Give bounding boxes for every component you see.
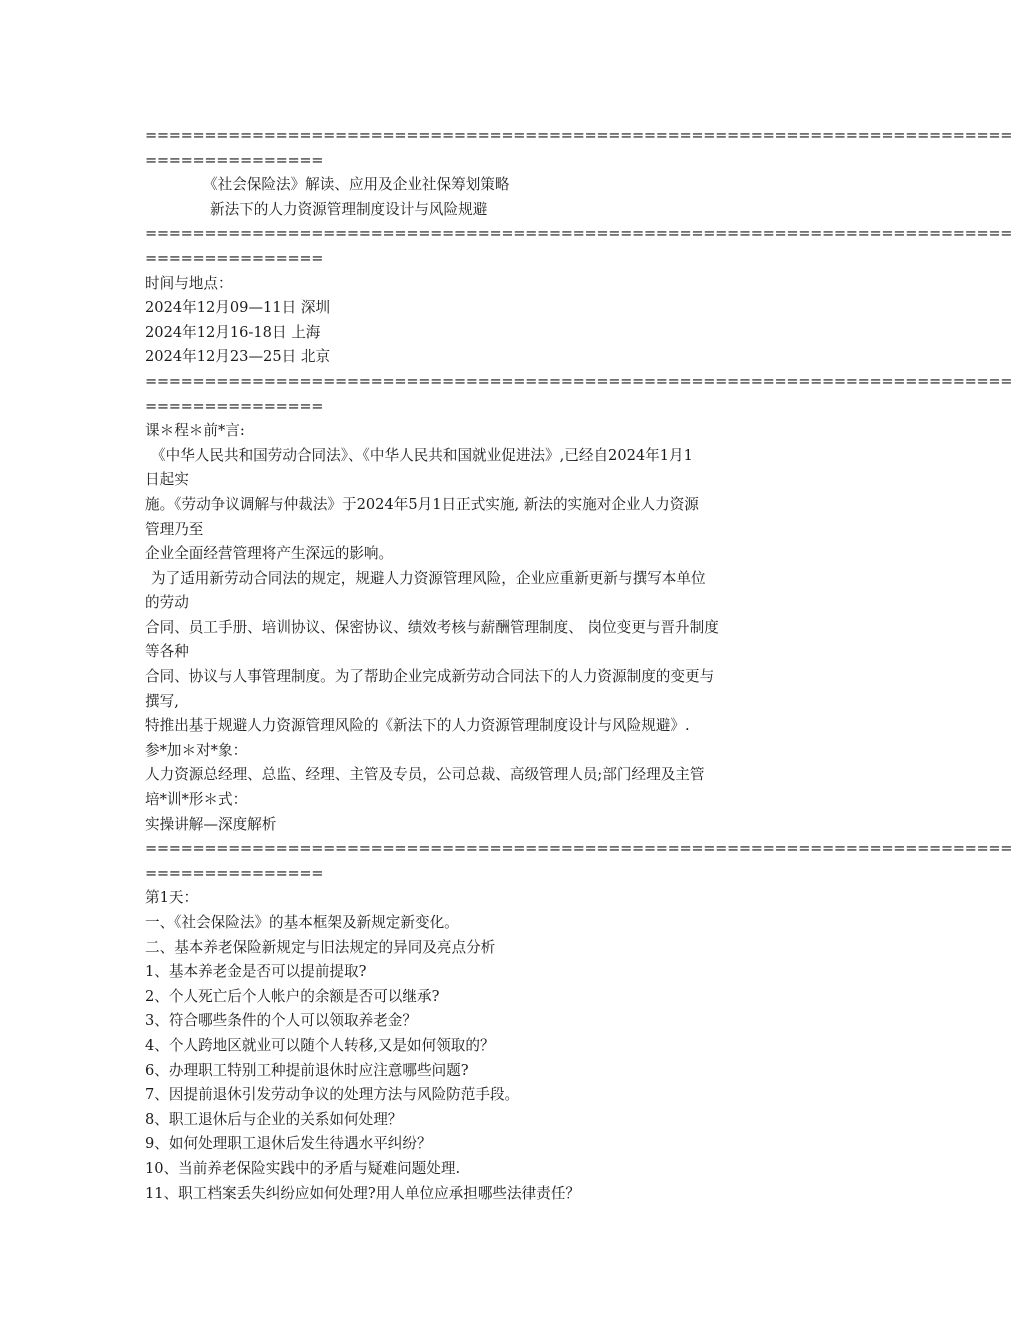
preface-line: 合同、员工手册、培训协议、保密协议、绩效考核与薪酬管理制度、 岗位变更与晋升制度 xyxy=(145,618,719,636)
separator-line: =============== xyxy=(145,249,324,267)
session-shenzhen: 2024年12月09—11日 深圳 xyxy=(145,299,331,317)
agenda-item: 2、个人死亡后个人帐户的余额是否可以继承? xyxy=(145,987,440,1005)
agenda-item: 3、符合哪些条件的个人可以领取养老金？ xyxy=(145,1012,417,1030)
preface-line: 等各种 xyxy=(145,643,189,661)
preface-heading: 课＊程＊前*言: xyxy=(145,422,245,440)
time-place-heading: 时间与地点： xyxy=(145,274,233,292)
document-page xyxy=(145,124,1012,1206)
preface-line: 《中华人民共和国劳动合同法》、《中华人民共和国就业促进法》,已经自2024年1月1 xyxy=(151,446,693,464)
agenda-item: 7、因提前退休引发劳动争议的处理方法与风险防范手段。 xyxy=(145,1086,520,1104)
agenda-item: 9、如何处理职工退休后发生待遇水平纠纷？ xyxy=(145,1135,432,1153)
separator-line: ========================================================================= xyxy=(145,225,1012,243)
format-heading: 培*训*形＊式： xyxy=(145,791,248,809)
preface-line: 日起实 xyxy=(145,471,189,489)
preface-line: 施。《劳动争议调解与仲裁法》于2024年5月1日正式实施, 新法的实施对企业人力资源 xyxy=(145,495,699,513)
agenda-item: 6、办理职工特别工种提前退休时应注意哪些问题? xyxy=(145,1061,469,1079)
agenda-item: 11、职工档案丢失纠纷应如何处理?用人单位应承担哪些法律责任？ xyxy=(145,1184,581,1202)
separator-line: =============== xyxy=(145,151,324,169)
course-subtitle: 新法下的人力资源管理制度设计与风险规避 xyxy=(210,200,488,218)
audience-heading: 参*加＊对*象： xyxy=(145,741,248,759)
separator-line: ========================================================================= xyxy=(145,372,1012,390)
audience-text: 人力资源总经理、总监、经理、主管及专员，公司总裁、高级管理人员;部门经理及主管 xyxy=(145,766,705,784)
course-title: 《社会保险法》解读、应用及企业社保筹划策略 xyxy=(203,176,510,194)
day1-heading: 第1天： xyxy=(145,889,199,907)
preface-line: 企业全面经营管理将产生深远的影响。 xyxy=(145,545,394,563)
session-shanghai: 2024年12月16-18日 上海 xyxy=(145,323,321,341)
separator-line: ========================================================================= xyxy=(145,840,1012,858)
preface-line: 合同、协议与人事管理制度。为了帮助企业完成新劳动合同法下的人力资源制度的变更与 xyxy=(145,668,715,686)
agenda-item: 8、职工退休后与企业的关系如何处理？ xyxy=(145,1110,403,1128)
agenda-item: 一、《社会保险法》的基本框架及新规定新变化。 xyxy=(145,914,459,931)
agenda-item: 二、基本养老保险新规定与旧法规定的异同及亮点分析 xyxy=(145,938,496,956)
preface-line: 的劳动 xyxy=(145,594,189,612)
agenda-item: 1、基本养老金是否可以提前提取? xyxy=(145,963,367,981)
separator-line: =============== xyxy=(145,397,324,415)
preface-line: 撰写, xyxy=(145,692,179,710)
separator-line: ========================================================================= xyxy=(145,127,1012,144)
preface-line: 管理乃至 xyxy=(145,520,204,538)
format-text: 实操讲解—深度解析 xyxy=(145,815,277,833)
session-beijing: 2024年12月23—25日 北京 xyxy=(145,348,331,366)
separator-line: =============== xyxy=(145,864,324,882)
agenda-item: 4、个人跨地区就业可以随个人转移,又是如何领取的？ xyxy=(145,1036,495,1054)
preface-line: 为了适用新劳动合同法的规定，规避人力资源管理风险，企业应重新更新与撰写本单位 xyxy=(151,569,706,587)
preface-line: 特推出基于规避人力资源管理风险的《新法下的人力资源管理制度设计与风险规避》. xyxy=(145,717,690,735)
agenda-item: 10、当前养老保险实践中的矛盾与疑难问题处理. xyxy=(145,1159,461,1177)
